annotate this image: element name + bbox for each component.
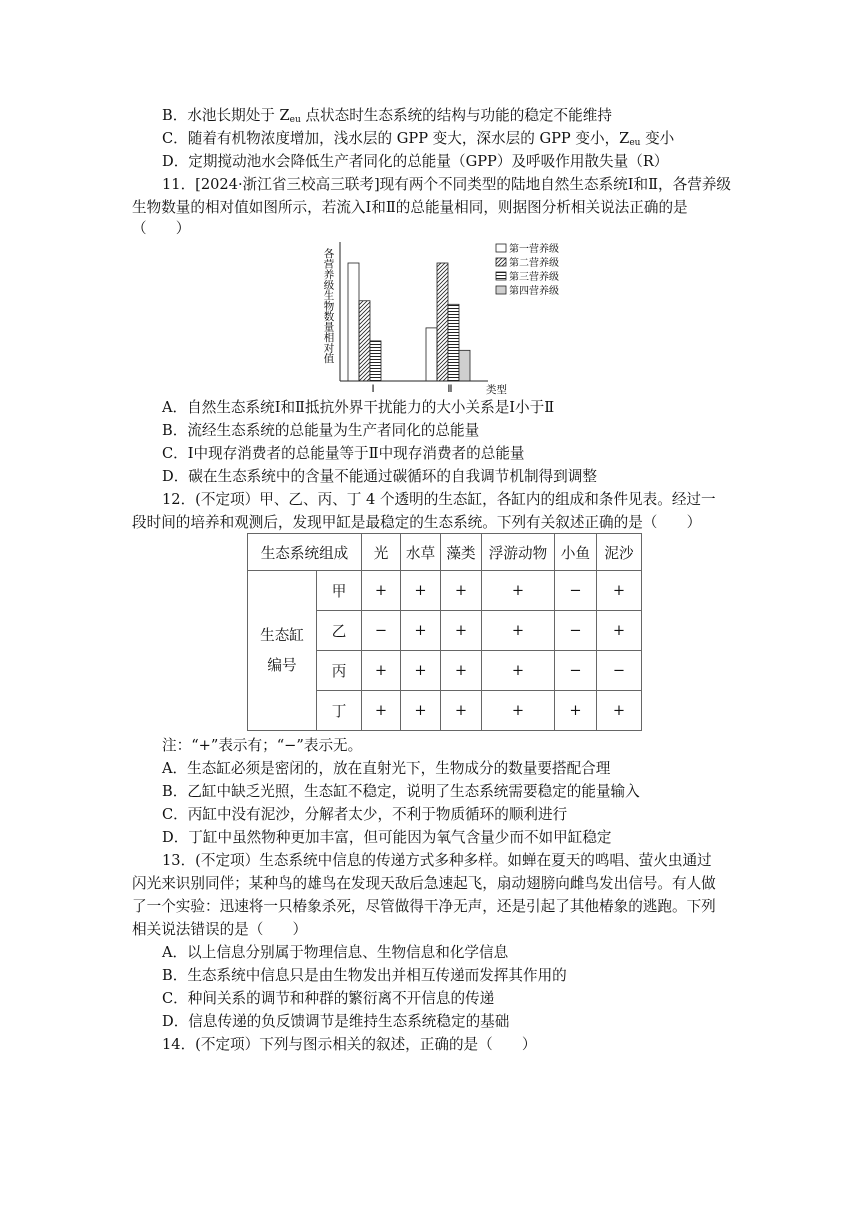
table-cell: + xyxy=(597,691,642,731)
table-row xyxy=(248,571,642,611)
table-header-cell: 生态系统组成 xyxy=(248,534,362,571)
table-cell: + xyxy=(401,611,441,651)
q12-stem-line-1: 12．(不定项）甲、乙、丙、丁 4 个透明的生态缸，各缸内的组成和条件见表。经过一 xyxy=(162,491,716,508)
eco-tank-table xyxy=(247,533,642,731)
q11-option-a: A．自然生态系统Ⅰ和Ⅱ抵抗外界干扰能力的大小关系是Ⅰ小于Ⅱ xyxy=(162,399,555,416)
q12-option-c: C．丙缸中没有泥沙，分解者太少，不利于物质循环的顺利进行 xyxy=(162,806,568,823)
table-cell: + xyxy=(401,651,441,691)
table-row-name: 丁 xyxy=(317,691,362,731)
table-row-name: 乙 xyxy=(317,611,362,651)
q10-option-d: D．定期搅动池水会降低生产者同化的总能量（GPP）及呼吸作用散失量（R） xyxy=(162,153,669,170)
q12-stem-line-2: 段时间的培养和观测后，发现甲缸是最稳定的生态系统。下列有关叙述正确的是（ ） xyxy=(132,514,702,531)
table-cell: + xyxy=(401,571,441,611)
q12-option-d: D．丁缸中虽然物种更加丰富，但可能因为氧气含量少而不如甲缸稳定 xyxy=(162,829,612,846)
table-header-cell: 藻类 xyxy=(441,534,482,571)
table-cell: + xyxy=(555,691,597,731)
q12-note: 注：“+”表示有；“−”表示无。 xyxy=(162,737,363,754)
table-header-cell: 泥沙 xyxy=(597,534,642,571)
legend-label-3: 第三营养级 xyxy=(509,272,559,283)
q14-stem: 14．(不定项）下列与图示相关的叙述，正确的是（ ） xyxy=(162,1036,537,1053)
chart-category-1-label: Ⅰ xyxy=(371,384,375,395)
bar-1-series-2 xyxy=(359,301,370,381)
q11-stem-line-2: 生物数量的相对值如图所示，若流入Ⅰ和Ⅱ的总能量相同，则据图分析相关说法正确的是 xyxy=(132,199,688,216)
table-cell: + xyxy=(597,571,642,611)
legend-label-4: 第四营养级 xyxy=(509,286,559,297)
q13-stem-line-1: 13．(不定项）生态系统中信息的传递方式多种多样。如蝉在夏天的鸣唱、萤火虫通过 xyxy=(162,852,712,869)
table-cell: + xyxy=(441,611,482,651)
table-group-label: 生态缸 编号 xyxy=(248,571,317,731)
table-cell: + xyxy=(482,611,555,651)
table-cell: + xyxy=(597,611,642,651)
table-cell: − xyxy=(597,651,642,691)
bar-1-series-3 xyxy=(370,341,381,381)
q11-stem-line-1: 11．[2024·浙江省三校高三联考]现有两个不同类型的陆地自然生态系统Ⅰ和Ⅱ，各营养级 xyxy=(162,176,732,193)
q13-stem-line-4: 相关说法错误的是（ ） xyxy=(132,921,308,938)
chart-category-2-label: Ⅱ xyxy=(447,384,453,395)
table-cell: + xyxy=(482,571,555,611)
table-header-cell: 小鱼 xyxy=(555,534,597,571)
table-row-name: 丙 xyxy=(317,651,362,691)
table-header-cell: 浮游动物 xyxy=(482,534,555,571)
table-cell: + xyxy=(362,691,401,731)
bar-2-series-1 xyxy=(426,328,437,381)
q10-option-c: C．随着有机物浓度增加，浅水层的 GPP 变大，深水层的 GPP 变小，$Z_{eu}$ 变小 xyxy=(162,130,675,148)
q13-stem-line-3: 了一个实验：迅速将一只椿象杀死，尽管做得干净无声，还是引起了其他椿象的逃跑。下列 xyxy=(132,898,716,915)
table-header-cell: 水草 xyxy=(401,534,441,571)
table-cell: − xyxy=(362,611,401,651)
q13-option-c: C．种间关系的调节和种群的繁衍离不开信息的传递 xyxy=(162,990,495,1007)
table-cell: + xyxy=(482,691,555,731)
table-cell: + xyxy=(362,651,401,691)
bar-2-series-3 xyxy=(448,304,459,381)
q13-option-d: D．信息传递的负反馈调节是维持生态系统稳定的基础 xyxy=(162,1013,510,1030)
bar-1-series-1 xyxy=(348,263,359,381)
table-cell: − xyxy=(555,611,597,651)
chart-y-label: 各营养级生物数量相对值 xyxy=(322,248,334,364)
chart-legend xyxy=(496,242,559,297)
table-header-row xyxy=(248,534,642,571)
chart-x-label: 类型 xyxy=(486,385,507,396)
q12-option-a: A．生态缸必须是密闭的，放在直射光下，生物成分的数量要搭配合理 xyxy=(162,760,611,777)
table-header-cell: 光 xyxy=(362,534,401,571)
table-cell: − xyxy=(555,651,597,691)
table-cell: + xyxy=(362,571,401,611)
table-cell: + xyxy=(482,651,555,691)
legend-swatch-3 xyxy=(496,272,506,280)
legend-swatch-4 xyxy=(496,286,506,294)
legend-label-1: 第一营养级 xyxy=(509,244,559,255)
q12-option-b: B．乙缸中缺乏光照，生态缸不稳定，说明了生态系统需要稳定的能量输入 xyxy=(162,783,640,800)
q11-stem-line-3: （ ） xyxy=(132,220,191,237)
bar-2-series-4 xyxy=(459,350,470,381)
q11-option-b: B．流经生态系统的总能量为生产者同化的总能量 xyxy=(162,422,480,439)
legend-swatch-1 xyxy=(496,244,506,252)
q10-option-b: B．水池长期处于 $Z_{eu}$ 点状态时生态系统的结构与功能的稳定不能维持 xyxy=(162,107,612,125)
legend-label-2: 第二营养级 xyxy=(509,258,559,269)
table-cell: + xyxy=(441,691,482,731)
table-cell: + xyxy=(401,691,441,731)
q13-stem-line-2: 闪光来识别同伴；某种鸟的雄鸟在发现天敌后急速起飞，扇动翅膀向雌鸟发出信号。有人做 xyxy=(132,875,716,892)
q13-option-b: B．生态系统中信息只是由生物发出并相互传递而发挥其作用的 xyxy=(162,967,567,984)
legend-swatch-2 xyxy=(496,258,506,266)
q11-option-d: D．碳在生态系统中的含量不能通过碳循环的自我调节机制得到调整 xyxy=(162,468,597,485)
table-cell: + xyxy=(441,571,482,611)
table-cell: + xyxy=(441,651,482,691)
trophic-bar-chart xyxy=(318,238,578,398)
q13-option-a: A．以上信息分别属于物理信息、生物信息和化学信息 xyxy=(162,944,509,961)
q11-option-c: C．Ⅰ中现存消费者的总能量等于Ⅱ中现存消费者的总能量 xyxy=(162,445,525,462)
bar-2-series-2 xyxy=(437,263,448,381)
table-cell: − xyxy=(555,571,597,611)
table-row-name: 甲 xyxy=(317,571,362,611)
